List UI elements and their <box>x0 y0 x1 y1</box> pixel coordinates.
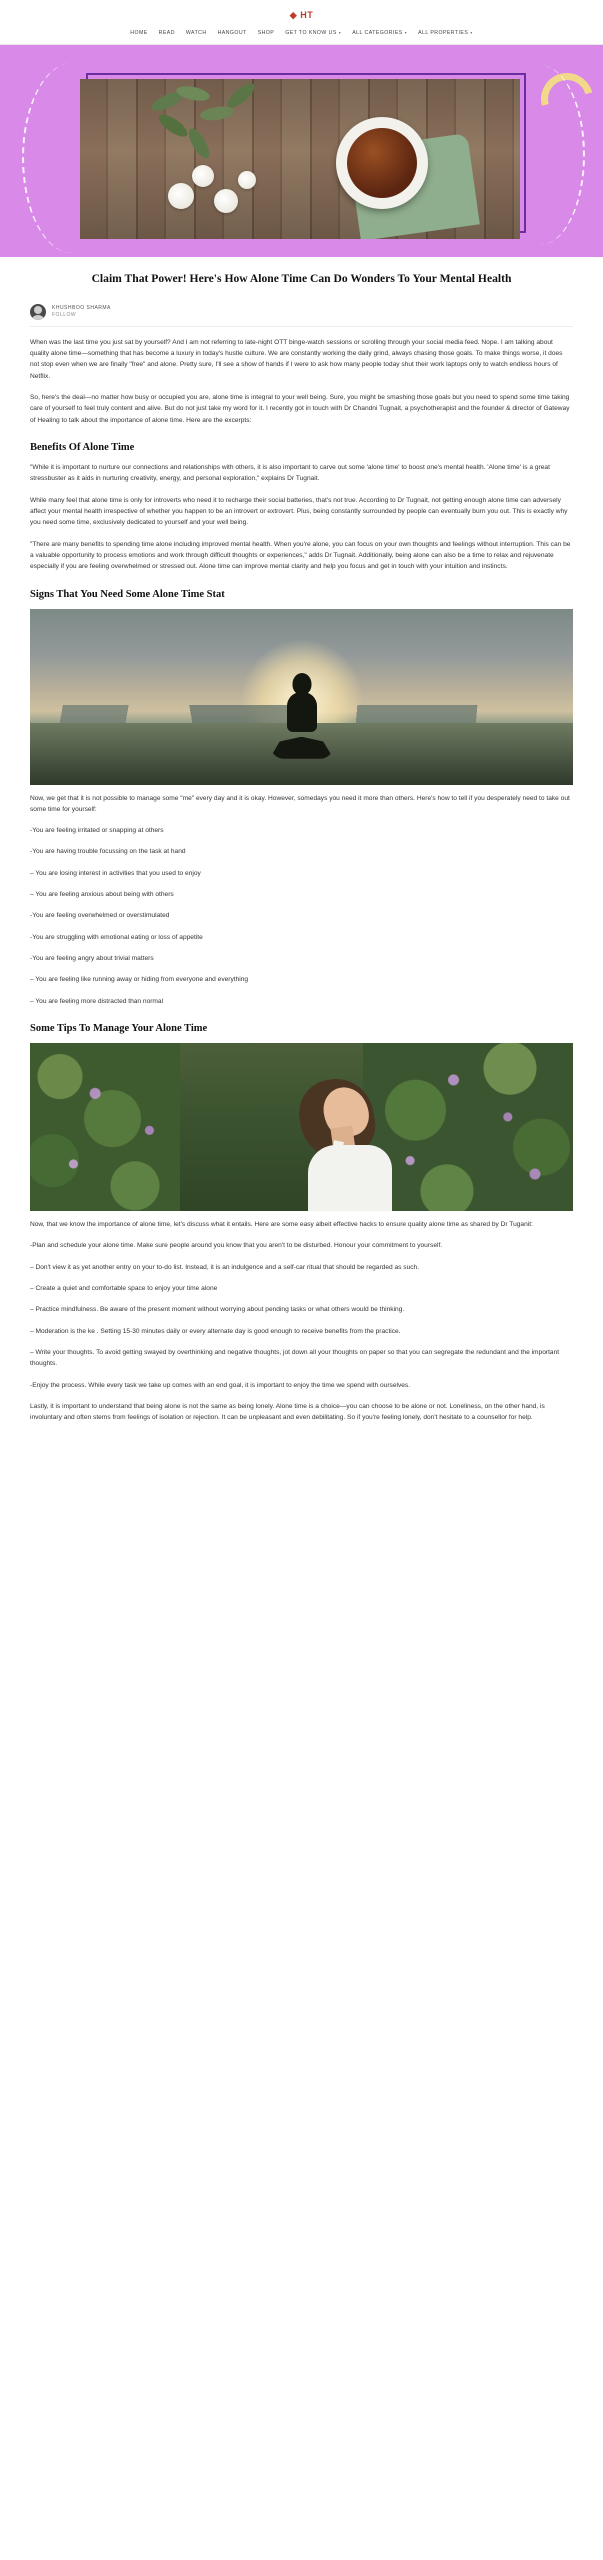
tips-intro-paragraph: Now, that we know the importance of alone time, let's discuss what it entails. Here are some easy albeit effective hacks to ensure quality alone time as shared by Dr Tuganit: <box>30 1221 533 1229</box>
nav-label: ALL CATEGORIES <box>352 30 403 36</box>
list-item: – Moderation is the ke . Setting 15-30 minutes daily or every alternate day is good enough to receive benefits from the practice. <box>30 1327 401 1335</box>
tea-cup <box>336 117 428 209</box>
nav-label: SHOP <box>257 30 275 36</box>
section-heading-signs: Signs That You Need Some Alone Time Stat <box>30 588 225 600</box>
benefits-paragraph-3: "There are many benefits to spending time alone including improved mental health. When you're alone, you can focus on your own thoughts and feelings without interruption. This can be a valuable opportunity to process emotions and work through difficult thoughts or experiences," adds Dr Tugnait. Additionally, being alone can also be a time to relax and rejuvenate especially if you are feeling overwhelmed or stressed out. Alone time can improve mental clarity and help you focus and get in touch with your intuition and instincts. <box>30 540 571 571</box>
seated-person-silhouette <box>269 673 335 759</box>
follow-button[interactable]: FOLLOW <box>52 312 77 319</box>
white-flowers <box>166 161 276 225</box>
nav-item-watch[interactable] <box>186 30 207 36</box>
byline-text <box>52 305 111 318</box>
figure-meditation-silhouette <box>30 609 573 785</box>
nav-item-hangout[interactable] <box>218 30 247 36</box>
author-name: KHUSHBOO SHARMA <box>52 305 111 312</box>
hero-banner <box>0 45 603 257</box>
nav-label: GET TO KNOW US <box>285 30 337 36</box>
nav-label: WATCH <box>185 30 207 36</box>
signs-intro-caption: Now, we get that it is not possible to manage some "me" every day and it is okay. However, somedays you need it more than others. Here's how to tell if you desperately need to take out some time for yourself: <box>30 794 570 813</box>
byline <box>30 300 573 327</box>
list-item: -Enjoy the process. While every task we take up comes with an end goal, it is important to enjoy the time we spend with ourselves. <box>30 1381 411 1389</box>
nav-item-shop[interactable] <box>258 30 275 36</box>
list-item: -You are feeling overwhelmed or overstimulated <box>30 912 170 920</box>
chevron-down-icon: ▾ <box>470 30 473 35</box>
hero-photo-tea-cup <box>80 79 520 239</box>
nav-item-read[interactable] <box>159 30 175 36</box>
list-item: – Don't view it as yet another entry on your to-do list. Instead, it is an indulgence and a self-car ritual that should be regarded as such. <box>30 1263 420 1271</box>
section-heading-tips: Some Tips To Manage Your Alone Time <box>30 1023 208 1035</box>
nav-label: READ <box>158 30 175 36</box>
list-item: – Create a quiet and comfortable space to enjoy your time alone <box>30 1284 218 1292</box>
benefits-paragraph-1: "While it is important to nurture our connections and relationships with others, it is also important to carve out some 'alone time' to boost one's mental health. 'Alone time' is a great stressbuster as it aids in nurturing creativity, energy, and personal exploration," explains Dr Tugnait. <box>30 464 550 483</box>
benefits-paragraph-2: While many feel that alone time is only for introverts who need it to recharge their social batteries, that's not true. According to Dr Tugnait, not getting enough alone time can adversely affect your mental health irrespective of whether you happen to be an introvert or extrovert. Plus, being constantly surrounded by people can eventually burn you out. This is exactly why you need some time, exclusively dedicated to yourself and your well being. <box>30 496 568 527</box>
figure-woman-in-nature <box>30 1043 573 1211</box>
closing-paragraph: Lastly, it is important to understand that being alone is not the same as being lonely. Alone time is a choice—you can choose to be alone or not. Loneliness, on the other hand, is involuntary and often stems from feelings of isolation or rejection. It can be unpleasant and even debilitating. So if you're feeling lonely, don't hesitate to a counsellor for help. <box>30 1402 545 1422</box>
avatar <box>30 304 46 320</box>
nav-item-get-to-know-us[interactable] <box>285 30 341 36</box>
list-item: – You are losing interest in activities that you used to enjoy <box>30 869 201 877</box>
nav-item-all-categories[interactable] <box>352 30 407 36</box>
list-item: -Plan and schedule your alone time. Make sure people around you know that you aren't to be disturbed. Honour your commitment to yourself. <box>30 1242 443 1250</box>
page-title: Claim That Power! Here's How Alone Time Can Do Wonders To Your Mental Health <box>91 272 512 285</box>
list-item: -You are having trouble focussing on the task at hand <box>30 848 186 856</box>
chevron-down-icon: ▾ <box>404 30 408 35</box>
list-item: -You are feeling angry about trivial matters <box>30 955 154 963</box>
main-navigation <box>0 24 603 40</box>
tea-liquid <box>347 128 417 198</box>
list-item: – You are feeling anxious about being with others <box>30 891 174 899</box>
article-body <box>0 271 603 1464</box>
chevron-down-icon: ▾ <box>338 30 342 35</box>
section-heading-benefits: Benefits Of Alone Time <box>30 442 135 454</box>
list-item: – Write your thoughts. To avoid getting swayed by overthinking and negative thoughts, jot down all your thoughts on paper so that you can segregate the redundant and the important thoughts. <box>30 1348 560 1368</box>
list-item: – You are feeling more distracted than normal <box>30 997 164 1005</box>
nav-label: HANGOUT <box>217 30 247 36</box>
woman-looking-up <box>280 1061 430 1211</box>
nav-item-all-properties[interactable] <box>418 30 473 36</box>
list-item: – You are feeling like running away or hiding from everyone and everything <box>30 976 249 984</box>
nav-label: HOME <box>130 30 148 36</box>
nav-item-home[interactable] <box>130 30 147 36</box>
intro-paragraph-1: When was the last time you just sat by yourself? And I am not referring to late-night OTT binge-watch sessions or scrolling through your social media feed. Nope. I am talking about quality alone time—something that has become a luxury in today's hustle culture. We are constantly working the daily grind, always chasing those goals. To make things worse, it does not stop even when we are finally "free" and alone. Pretty sure, I'll see a show of hands if I were to ask how many people today shut their work laptops only to watch endless hours of Netflix. <box>30 338 563 380</box>
list-item: – Practice mindfulness. Be aware of the present moment without worrying about pending tasks or what others would be thinking. <box>30 1306 405 1314</box>
nav-label: ALL PROPERTIES <box>418 30 469 36</box>
logo-row <box>0 6 603 24</box>
site-logo[interactable]: ◆ HT <box>289 9 314 20</box>
site-header <box>0 0 603 45</box>
intro-paragraph-2: So, here's the deal—no matter how busy or occupied you are, alone time is integral to your well being. Sure, you might be smashing those goals but you need to spend some time taking care of yourself to feel truly content and alive. But do not just take my word for it. I recently got in touch with Dr Chandni Tugnait, a psychotherapist and the founder & director of Gateway of Healing to talk about the importance of alone time. Here are the excerpts: <box>30 394 570 424</box>
list-item: -You are feeling irritated or snapping at others <box>30 827 164 835</box>
list-item: -You are struggling with emotional eating or loss of appetite <box>30 933 203 941</box>
